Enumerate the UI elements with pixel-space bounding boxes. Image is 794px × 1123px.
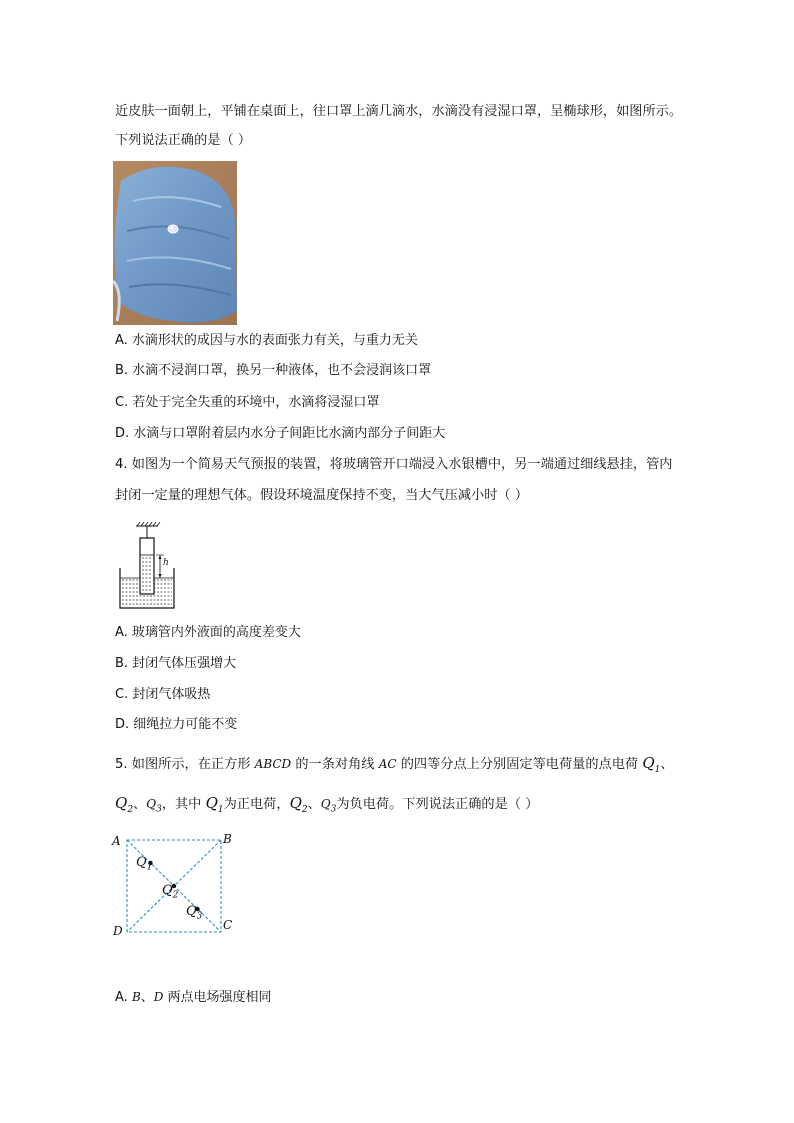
q5-square-figure [112,830,242,942]
charge-q2-ref: $Q_2$ [289,794,308,815]
q4-tube-figure [118,522,178,612]
q4-option-d: D. 细绳拉力可能不变 [115,717,238,732]
vertex-a-label: A [112,834,121,848]
q4-stem-line-1: 4. 如图为一个简易天气预报的装置，将玻璃管开口端浸入水银槽中，另一端通过细线悬挂，管内 [115,457,673,472]
charge-q2: $Q_2$ [115,794,134,815]
q4-option-a: A. 玻璃管内外液面的高度差变大 [115,625,301,640]
q3-stem-line-2: 下列说法正确的是（ ） [115,133,252,148]
figure-label-q1: $Q_1$ [136,855,153,873]
q5-text-2c: 为负电荷。下列说法正确的是（ ） [336,797,539,812]
vertex-d-label: D [113,924,123,938]
q3-option-b: B. 水滴不浸润口罩，换另一种液体，也不会浸润该口罩 [115,363,432,378]
q5-sep-2: 、 [307,797,321,812]
q5-text-2a: ，其中 [161,797,206,812]
q3-option-d: D. 水滴与口罩附着层内水分子间距比水滴内部分子间距大 [115,426,446,441]
q5-sep-1: 、 [133,797,147,812]
diagonal-label: AC [378,757,397,771]
charge-q1: $Q_1$ [642,754,661,775]
vertex-c-label: C [223,918,233,932]
q5-text-1d: 、 [660,757,674,772]
mask-water-drop-photo [113,161,237,325]
q3-stem-line-1: 近皮肤一面朝上，平铺在桌面上，往口罩上滴几滴水，水滴没有浸湿口罩，呈椭球形，如图所示。 [115,104,683,119]
vertex-b-label: B [223,832,232,846]
q4-stem-line-2: 封闭一定量的理想气体。假设环境温度保持不变，当大气压减小时（ ） [115,488,529,503]
q5-text-1c: 的四等分点上分别固定等电荷量的点电荷 [396,757,643,772]
q5-stem-line-1 [115,753,674,780]
q5-text-2b: 为正电荷， [223,797,290,812]
q5-option-a: A. B、D 两点电场强度相同 [115,990,272,1005]
point-b: B [131,990,141,1004]
figure-label-q3: $Q_3$ [186,904,203,922]
square-label: ABCD [254,757,292,771]
charge-q3-ref: $Q_3$ [320,797,337,815]
charge-q1-ref: $Q_1$ [205,794,224,815]
q4-figure-label-h: h [163,558,169,568]
q5-text-1a: 5. 如图所示，在正方形 [115,757,255,772]
point-d: D [153,990,164,1004]
q3-option-a: A. 水滴形状的成因与水的表面张力有关，与重力无关 [115,333,418,348]
q5-stem-line-2 [115,793,538,820]
charge-q3: $Q_3$ [146,797,162,815]
q5-text-1b: 的一条对角线 [291,757,379,772]
q4-option-c: C. 封闭气体吸热 [115,687,211,702]
figure-label-q2: $Q_2$ [162,883,179,901]
q3-option-c: C. 若处于完全失重的环境中，水滴将浸湿口罩 [115,395,380,410]
q4-option-b: B. 封闭气体压强增大 [115,656,237,671]
